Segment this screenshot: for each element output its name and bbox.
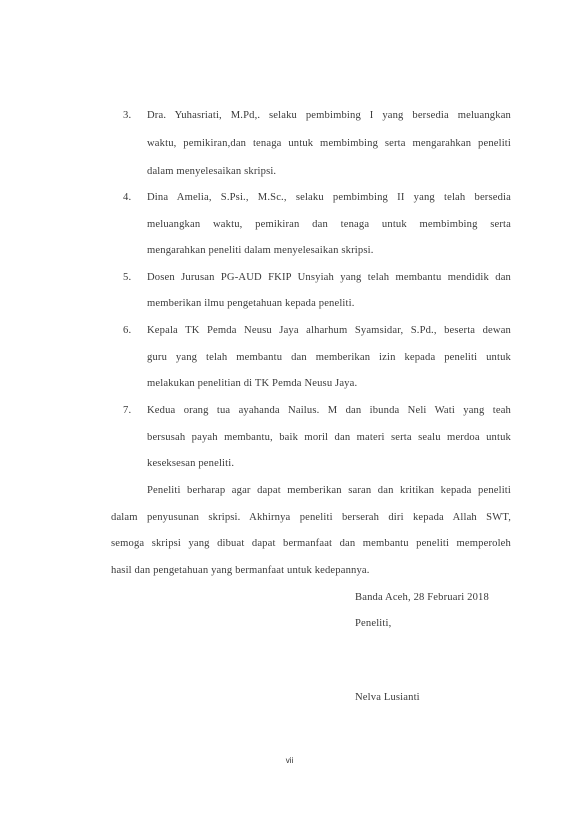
list-item-line: Dina Amelia, S.Psi., M.Sc., selaku pembimbing II yang telah bersedia — [147, 192, 511, 203]
signature-place-date: Banda Aceh, 28 Februari 2018 — [355, 592, 489, 603]
page-number: vii — [285, 756, 294, 765]
signature-role: Peneliti, — [355, 618, 392, 629]
list-item-number: 6. — [123, 325, 132, 336]
paragraph-line: semoga skripsi yang dibuat dapat bermanfaat dan membantu peneliti memperoleh — [111, 538, 511, 549]
signature-name: Nelva Lusianti — [355, 692, 420, 703]
list-item-line: Dra. Yuhasriati, M.Pd,. selaku pembimbing I yang bersedia meluangkan — [147, 110, 511, 121]
list-item-line: waktu, pemikiran,dan tenaga untuk membimbing serta mengarahkan peneliti — [147, 138, 511, 149]
list-item-number: 4. — [123, 192, 132, 203]
list-item-number: 5. — [123, 272, 132, 283]
list-item-line: keseksesan peneliti. — [147, 458, 235, 469]
list-item-line: mengarahkan peneliti dalam menyelesaikan skripsi. — [147, 245, 374, 256]
list-item-line: Kedua orang tua ayahanda Nailus. M dan ibunda Neli Wati yang teah — [147, 405, 511, 416]
list-item-line: memberikan ilmu pengetahuan kepada peneliti. — [147, 298, 355, 309]
list-item-line: dalam menyelesaikan skripsi. — [147, 166, 277, 177]
list-item-number: 3. — [123, 110, 132, 121]
paragraph-line: hasil dan pengetahuan yang bermanfaat untuk kedepannya. — [111, 565, 370, 576]
list-item-line: melakukan penelitian di TK Pemda Neusu Jaya. — [147, 378, 358, 389]
list-item-line: bersusah payah membantu, baik moril dan materi serta sealu merdoa untuk — [147, 432, 511, 443]
paragraph-line: dalam penyusunan skripsi. Akhirnya peneliti berserah diri kepada Allah SWT, — [111, 512, 511, 523]
list-item-number: 7. — [123, 405, 132, 416]
paragraph-line: Peneliti berharap agar dapat memberikan saran dan kritikan kepada peneliti — [147, 485, 511, 496]
list-item-line: Dosen Jurusan PG-AUD FKIP Unsyiah yang telah membantu mendidik dan — [147, 272, 511, 283]
list-item-line: guru yang telah membantu dan memberikan izin kepada peneliti untuk — [147, 352, 511, 363]
list-item-line: Kepala TK Pemda Neusu Jaya alharhum Syamsidar, S.Pd., beserta dewan — [147, 325, 511, 336]
list-item-line: meluangkan waktu, pemikiran dan tenaga untuk membimbing serta — [147, 219, 511, 230]
